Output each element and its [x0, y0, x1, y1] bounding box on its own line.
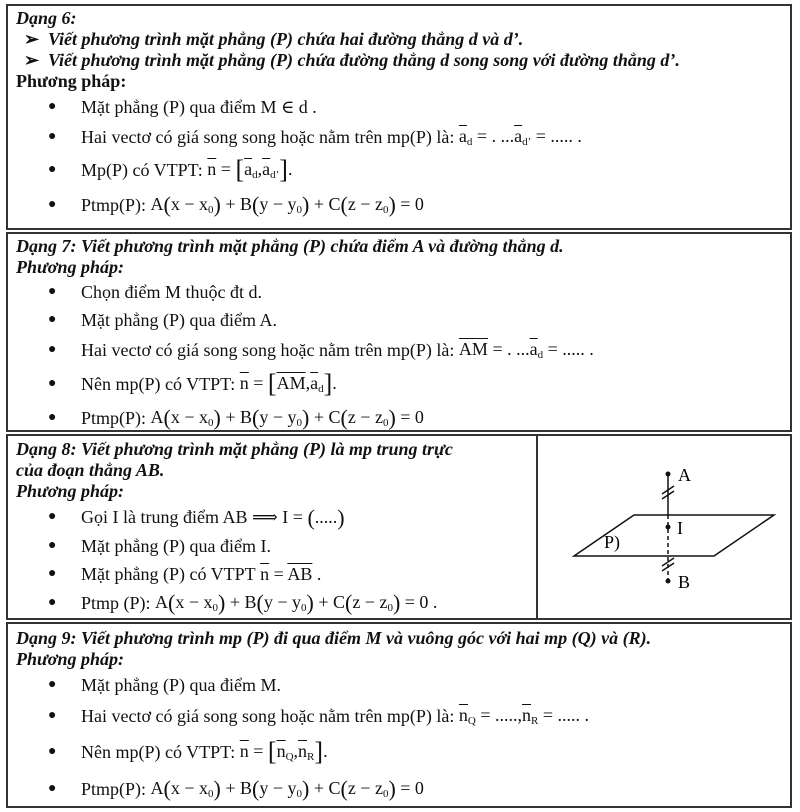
math-expression: $A(x - x_0) + B(y - y_0) + C(z - z_0) = 0$ — [150, 405, 424, 430]
item-text: Mặt phẳng (P) qua điểm M. — [81, 674, 281, 695]
bullet-icon: ● — [48, 708, 57, 723]
label-b: B — [678, 572, 691, 592]
list-item — [8, 532, 536, 560]
arrow-bullet-icon: ➢ — [24, 50, 40, 70]
bullet-icon: ● — [48, 677, 57, 692]
bullet-icon: ● — [48, 342, 57, 357]
perpendicular-bisector-figure — [538, 436, 792, 618]
item-text: Mặt phẳng (P) có VTPT — [81, 563, 256, 584]
task-line — [8, 29, 790, 50]
bullet-icon: ● — [48, 129, 57, 144]
task-line — [8, 50, 790, 71]
item-text: Ptmp(P): — [81, 407, 147, 428]
list-item — [8, 122, 790, 152]
bullet-icon: ● — [48, 99, 57, 114]
section-dang-6 — [6, 4, 792, 230]
label-i: I — [677, 518, 683, 538]
bullet-icon: ● — [48, 162, 57, 177]
arrow-bullet-icon: ➢ — [24, 29, 40, 49]
math-expression: $A(x - x_0) + B(y - y_0) + C(z - z_0) = 0$ . — [155, 590, 438, 615]
item-text: Nên mp(P) có VTPT: — [81, 373, 236, 394]
math-expression: $A(x - x_0) + B(y - y_0) + C(z - z_0) = 0$ — [150, 776, 424, 801]
method-heading: Phương pháp: — [16, 649, 124, 669]
item-text: Mặt phẳng (P) qua điểm A. — [81, 309, 277, 330]
item-text: Gọi I là trung điểm AB — [81, 506, 248, 527]
section-title: Dạng 7: Viết phương trình mặt phẳng (P) chứa điểm A và đường thẳng d. — [16, 236, 564, 256]
bullet-icon: ● — [48, 284, 57, 299]
bullet-icon: ● — [48, 595, 57, 610]
list-item — [8, 732, 790, 772]
bullet-icon: ● — [48, 376, 57, 391]
list-item — [8, 402, 790, 434]
bullet-icon: ● — [48, 538, 57, 553]
bullet-icon: ● — [48, 312, 57, 327]
bullet-icon: ● — [48, 566, 57, 581]
point-i — [666, 525, 671, 530]
math-expression: $\overline{n} = [\overline{n}_Q,\overline{n}_R]$. — [239, 737, 328, 766]
list-item — [8, 560, 536, 588]
task-text: Viết phương trình mặt phẳng (P) chứa hai đường thẳng d và d’. — [48, 29, 524, 49]
list-item — [8, 366, 790, 402]
list-item — [8, 278, 790, 306]
item-text: Hai vectơ có giá song song hoặc nằm trên mp(P) là: — [81, 339, 455, 360]
section-title-cont: của đoạn thẳng AB. — [16, 460, 165, 480]
task-text: Viết phương trình mặt phẳng (P) chứa đường thẳng d song song với đường thẳng d’. — [48, 50, 680, 70]
list-item — [8, 502, 536, 532]
math-expression: $\overline{n} = [\overline{a}_d,\overline{a}_{d’}]$. — [207, 155, 293, 184]
item-text: Mp(P) có VTPT: — [81, 159, 203, 180]
method-heading: Phương pháp: — [16, 481, 124, 501]
list-item — [8, 152, 790, 188]
math-expression: $\overline{n}_Q = .....,\overline{n}_R$ = ..... . — [458, 705, 590, 727]
math-expression: M ∈ d . — [260, 96, 317, 117]
section-title: Dạng 8: Viết phương trình mặt phẳng (P) là mp trung trực — [16, 439, 453, 459]
math-expression: ⟹ I = (.....) — [247, 504, 345, 530]
list-item — [8, 306, 790, 334]
list-item — [8, 670, 790, 700]
item-text: Ptmp(P): — [81, 194, 147, 215]
bullet-icon: ● — [48, 197, 57, 212]
section-dang-8 — [6, 434, 792, 620]
section-title: Dạng 6: — [16, 8, 77, 28]
section-dang-9 — [6, 622, 792, 808]
math-expression: $\overline{n} = [\overline{AM},\overline{a}_d]$. — [239, 369, 337, 398]
math-expression: $\overline{n} = \overline{AB}$ . — [260, 563, 322, 584]
section-title: Dạng 9: Viết phương trình mp (P) đi qua điểm M và vuông góc với hai mp (Q) và (R). — [16, 628, 652, 648]
method-heading: Phương pháp: — [16, 71, 127, 91]
section-dang-7 — [6, 232, 792, 432]
bullet-icon: ● — [48, 509, 57, 524]
list-item — [8, 92, 790, 122]
item-text: Hai vectơ có giá song song hoặc nằm trên mp(P) là: — [81, 705, 455, 726]
list-item — [8, 188, 790, 222]
item-text: Mặt phẳng (P) qua điểm — [81, 96, 256, 117]
bullet-icon: ● — [48, 744, 57, 759]
list-item — [8, 700, 790, 732]
point-a — [666, 472, 671, 477]
bullet-icon: ● — [48, 781, 57, 796]
item-text: Hai vectơ có giá song song hoặc nằm trên mp(P) là: — [81, 126, 455, 147]
method-heading: Phương pháp: — [16, 257, 124, 277]
item-text: Ptmp (P): — [81, 592, 151, 613]
label-a: A — [678, 465, 691, 485]
item-text: Mặt phẳng (P) qua điểm I. — [81, 535, 271, 556]
math-expression: $\overline{AM}$ = . $...\overline{a}_d$ = ..... . — [458, 339, 594, 361]
math-expression: $\overline{a}_d$ = . $...\overline{a}_{d’}$ = ..... . — [458, 126, 582, 148]
plane-diagram — [536, 436, 792, 618]
item-text: Ptmp(P): — [81, 778, 147, 799]
math-expression: $A(x - x_0) + B(y - y_0) + C(z - z_0) = 0$ — [150, 192, 424, 217]
label-plane: P) — [604, 532, 621, 552]
item-text: Nên mp(P) có VTPT: — [81, 741, 236, 762]
list-item — [8, 772, 790, 806]
point-b — [666, 579, 671, 584]
bullet-icon: ● — [48, 410, 57, 425]
list-item — [8, 334, 790, 366]
list-item — [8, 588, 536, 618]
item-text: Chọn điểm M thuộc đt d. — [81, 281, 262, 302]
